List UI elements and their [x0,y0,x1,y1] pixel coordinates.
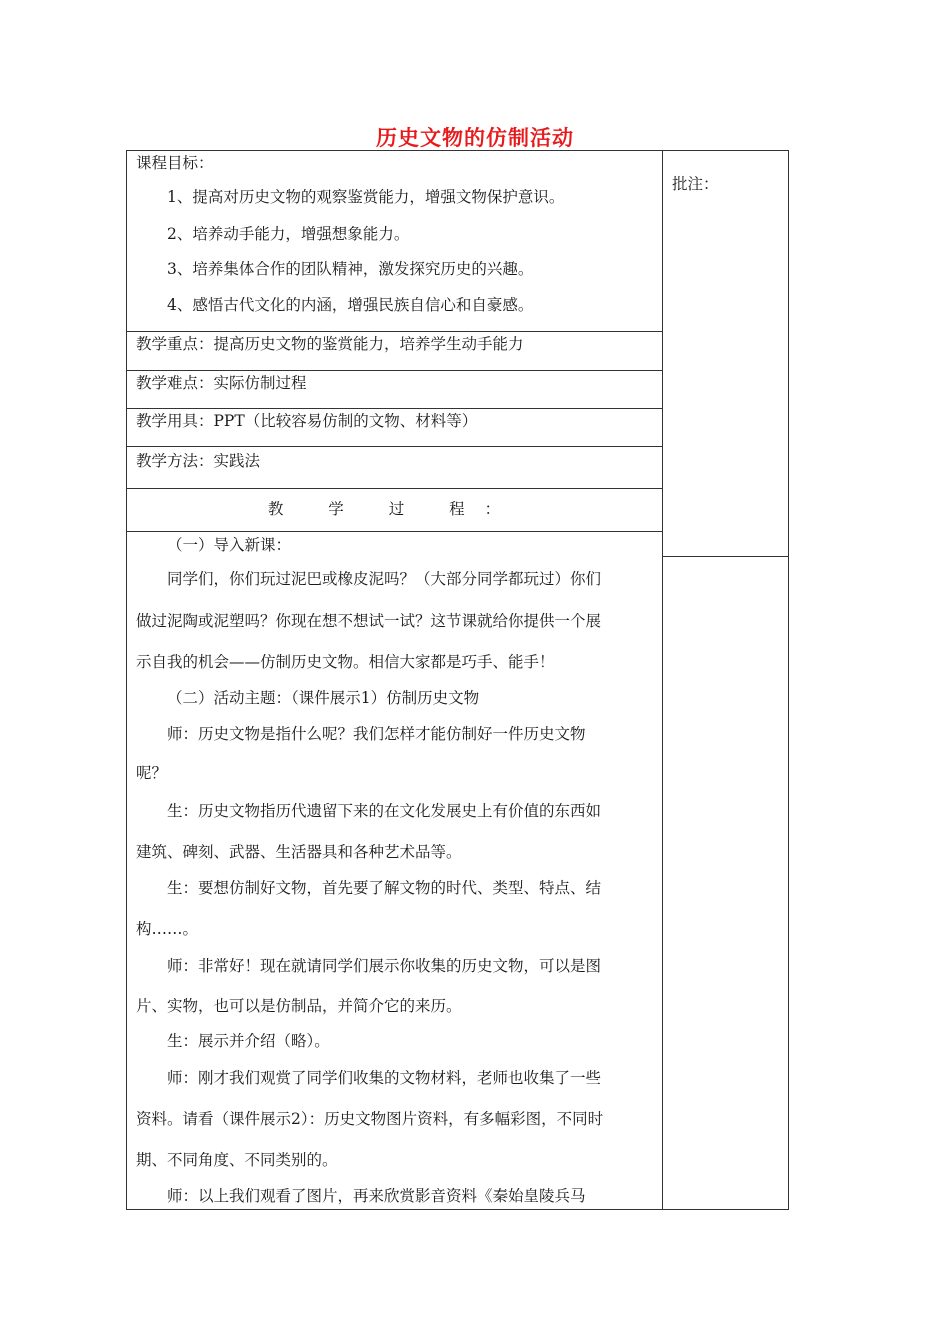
teaching-tools: 教学用具：PPT（比较容易仿制的文物、材料等） [136,412,478,430]
process-line: 师：非常好！现在就请同学们展示你收集的历史文物，可以是图 [167,957,602,975]
process-line: 同学们，你们玩过泥巴或橡皮泥吗？（大部分同学都玩过）你们 [167,570,602,588]
row-divider [126,331,662,332]
row-divider [126,488,662,489]
process-heading: 教 学 过 程： [267,500,521,518]
key-point: 教学重点：提高历史文物的鉴赏能力，培养学生动手能力 [136,335,524,353]
process-line: （一）导入新课： [167,536,292,554]
row-divider [126,531,662,532]
document-title: 历史文物的仿制活动 [376,125,574,150]
process-line: 生：要想仿制好文物，首先要了解文物的时代、类型、特点、结 [167,879,602,897]
objective-item: 1、提高对历史文物的观察鉴赏能力，增强文物保护意识。 [167,188,565,206]
process-line: （二）活动主题：（课件展示1）仿制历史文物 [167,689,480,707]
objectives-heading: 课程目标： [136,154,214,172]
process-line: 呢？ [136,764,168,782]
objective-item: 3、培养集体合作的团队精神，激发探究历史的兴趣。 [167,260,534,278]
process-line: 期、不同角度、不同类别的。 [136,1151,338,1169]
process-line: 资料。请看（课件展示2）：历史文物图片资料，有多幅彩图，不同时 [136,1110,604,1128]
process-line: 做过泥陶或泥塑吗？你现在想不想试一试？这节课就给你提供一个展 [136,612,602,630]
process-line: 示自我的机会——仿制历史文物。相信大家都是巧手、能手！ [136,653,555,671]
process-line: 生：历史文物指历代遗留下来的在文化发展史上有价值的东西如 [167,802,602,820]
annotation-label: 批注： [672,175,719,193]
annotation-divider [662,556,789,557]
column-divider [662,150,663,1210]
process-line: 构……。 [136,920,199,938]
process-line: 生：展示并介绍（略）。 [167,1032,330,1050]
row-divider [126,446,662,447]
objective-item: 4、感悟古代文化的内涵，增强民族自信心和自豪感。 [167,296,534,314]
process-line: 师：刚才我们观赏了同学们收集的文物材料，老师也收集了一些 [167,1069,602,1087]
process-line: 片、实物，也可以是仿制品，并简介它的来历。 [136,997,462,1015]
difficulty: 教学难点：实际仿制过程 [136,374,307,392]
process-line: 师：历史文物是指什么呢？我们怎样才能仿制好一件历史文物 [167,725,586,743]
teaching-method: 教学方法：实践法 [136,452,261,470]
row-divider [126,370,662,371]
process-line: 师：以上我们观看了图片，再来欣赏影音资料《秦始皇陵兵马 [167,1187,586,1205]
row-divider [126,408,662,409]
process-line: 建筑、碑刻、武器、生活器具和各种艺术品等。 [136,843,462,861]
objective-item: 2、培养动手能力，增强想象能力。 [167,225,410,243]
